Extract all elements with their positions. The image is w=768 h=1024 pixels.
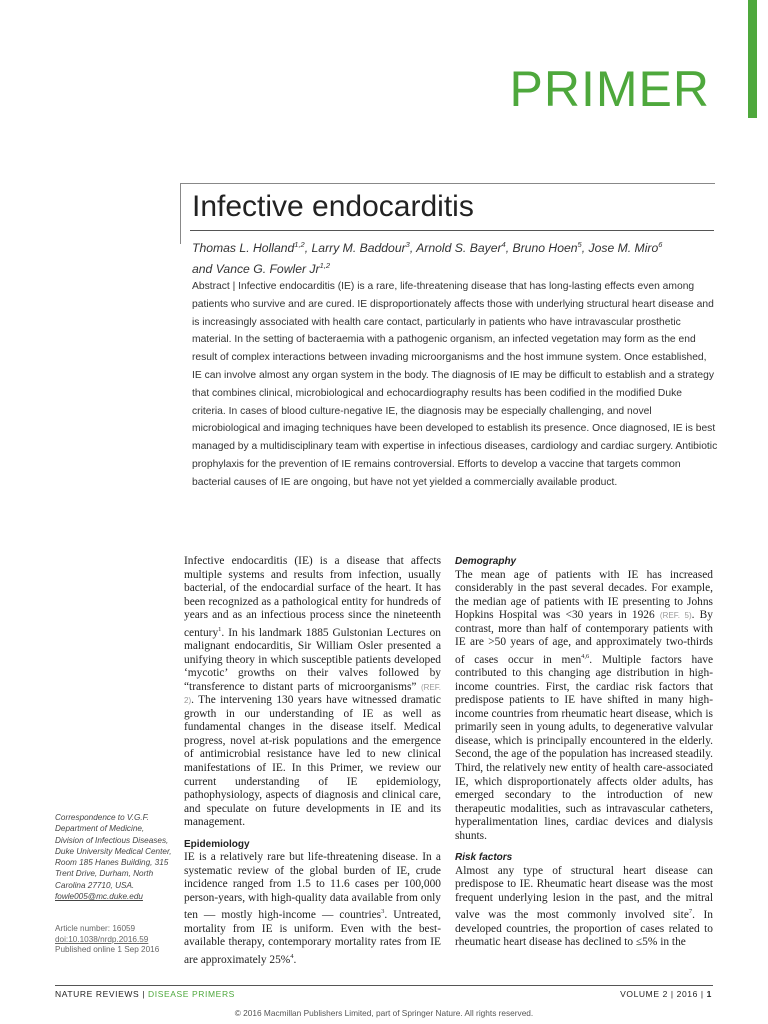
- intro-paragraph: Infective endocarditis (IE) is a disease that affects multiple systems and results from infection, usually bacterial, of the endocardial surface of the heart. It has been recognized as a pathological entity for hundreds of years and as an infectious process since the nineteenth century$^1$. In his landmark 1885 Gulstonian Lectures on malignant endocarditis, Sir William Osler presented a unifying theory in which susceptible patients developed ‘mycotic’ growths on their valves followed by “transference to distant parts of microorganisms” (REF. 2). The intervening 130 years have witnessed dramatic growth in our understanding of IE as well as fundamental changes in the disease itself. Medical progress, novel at-risk populations and the emergence of antimicrobial resistance have led to new clinical manifestations of IE. In this Primer, we review our current understanding of IE epidemiology, pathophysiology, aspects of diagnosis and clinical care, and speculate on future developments in IE and its management.: [184, 555, 441, 829]
- article-number: Article number: 16059: [55, 924, 136, 933]
- body-column-left: [184, 555, 441, 967]
- doi-link[interactable]: doi:10.1038/nrdp.2016.59: [55, 934, 149, 944]
- subsection-heading: Risk factors: [455, 852, 513, 864]
- correspondence-note: Correspondence to V.G.F. Department of Medicine, Division of Infectious Diseases, Duke University Medical Center, Room 185 Hanes Building, 315 Trent Drive, Durham, North Carolina 27710, USA. fowle005@mc.duke.edu: [55, 812, 175, 902]
- section-heading: Epidemiology: [184, 838, 250, 850]
- citation: 3: [381, 908, 385, 916]
- author-name: Jose M. Miro: [588, 241, 659, 256]
- author-affiliation: 6: [658, 240, 663, 249]
- body-column-right: [455, 555, 713, 950]
- footer-rule: [55, 985, 713, 986]
- article-title: Infective endocarditis: [192, 190, 474, 223]
- author-name: Bruno Hoen: [512, 241, 578, 256]
- page-number: 1: [706, 989, 712, 999]
- citation: 1: [218, 625, 222, 633]
- section-color-bar: [748, 0, 757, 118]
- author-affiliation: 3: [405, 240, 410, 249]
- author-name: Larry M. Baddour: [311, 241, 406, 256]
- article-metadata: [55, 924, 175, 956]
- author-name: Vance G. Fowler Jr: [215, 262, 320, 277]
- section-label: PRIMER: [509, 61, 710, 117]
- reference-link[interactable]: (REF. 2): [184, 682, 441, 706]
- citation: 7: [688, 908, 693, 916]
- volume-page: VOLUME 2 | 2016 | 1: [620, 989, 712, 999]
- subsection-heading: Demography: [455, 556, 517, 567]
- author-name: Thomas L. Holland: [192, 241, 295, 256]
- author-affiliation: 5: [577, 240, 582, 249]
- author-affiliation: 1,2: [294, 240, 305, 249]
- risk-factors-section: Risk factors Almost any type of structural heart disease can predispose to IE. Rheumatic heart disease was the most frequent underlying lesion in the past, and the mitral valve was the most commonly involved site$^7$. In developed countries, the proportion of cases related to rheumatic heart disease has declined to ≤5% in the: [455, 852, 714, 949]
- author-affiliation: 4: [501, 240, 506, 249]
- author-affiliation: 1,2: [319, 261, 331, 271]
- email-link[interactable]: fowle005@mc.duke.edu: [55, 892, 143, 902]
- citation: 4: [290, 952, 294, 960]
- author-name: Arnold S. Bayer: [416, 241, 502, 256]
- citation: 4,6: [581, 652, 590, 660]
- abstract: Abstract | Infective endocarditis (IE) is a rare, life-threatening disease that has long-lasting effects even among patients who survive and are cured. IE disproportionately affects those with underlying structural heart disease and is increasingly associated with health care contact, particularly in patients who have intravascular prosthetic material. In the setting of bacteraemia with a pathogenic organism, an infected vegetation may form as the end result of complex interactions between invading microorganisms and the host immune system. Once established, IE can involve almost any organ system in the body. The diagnosis of IE may be difficult to establish and a strategy that combines clinical, microbiological and echocardiography results has been codified in the modified Duke criteria. In cases of blood culture-negative IE, the diagnosis may be especially challenging, and novel microbiological and imaging techniques have been developed to establish its presence. Once diagnosed, IE is best managed by a multidisciplinary team with expertise in infectious diseases, cardiology and cardiac surgery. Antibiotic prophylaxis for the prevention of IE remains controversial. Efforts to develop a vaccine that targets common bacterial causes of IE are ongoing, but have not yet yielded a commercially available product.: [192, 281, 718, 488]
- publication-date: Published online 1 Sep 2016: [55, 945, 160, 954]
- copyright-notice: © 2016 Macmillan Publishers Limited, part of Springer Nature. All rights reserved.: [234, 1008, 534, 1018]
- journal-name: NATURE REVIEWS | DISEASE PRIMERS: [55, 989, 235, 999]
- demography-section: Demography The mean age of patients with IE has increased considerably in the past several decades. For example, the median age of patients with IE presenting to Johns Hopkins Hospital was <30 years in 1926 (REF. 5). By contrast, more than half of contemporary patients with IE are >50 years of age, and approximately two-thirds of cases occur in men$^{4,6}$. Multiple factors have contributed to this changing age distribution in high-income countries. First, the cardiac risk factors that predispose patients to IE have shifted in many high-income countries from rheumatic heart disease, which is primarily seen in young adults, to degenerative valvular disease, which is principally encountered in the elderly. Second, the age of the population has increased steadily. Third, the relatively new entity of health care-associated IE, which disproportionately affects older adults, has emerged secondary to the introduction of new therapeutic modalities, such as intravascular catheters, hyperalimentation lines, cardiac devices and dialysis shunts.: [455, 556, 713, 842]
- title-underline: [190, 230, 714, 231]
- epidemiology-section: Epidemiology IE is a relatively rare but life-threatening disease. In a systematic review of the global burden of IE, crude incidence ranged from 1.5 to 11.6 cases per 100,000 person-years, with high-quality data available from only ten — mostly high-income — countries$^3$. Untreated, mortality from IE is uniform. Even with the best-available therapy, contemporary mortality rates from IE are approximately 25%$^4$.: [184, 838, 441, 966]
- author-list: Thomas L. Holland$^{1,2}$, Larry M. Baddour$^3$, Arnold S. Bayer$^4$, Bruno Hoen$^5$, Jose M. Miro$^6$ and Vance G. Fowler Jr$^{1,2}$: [192, 240, 663, 277]
- reference-link[interactable]: (REF. 5): [659, 611, 692, 621]
